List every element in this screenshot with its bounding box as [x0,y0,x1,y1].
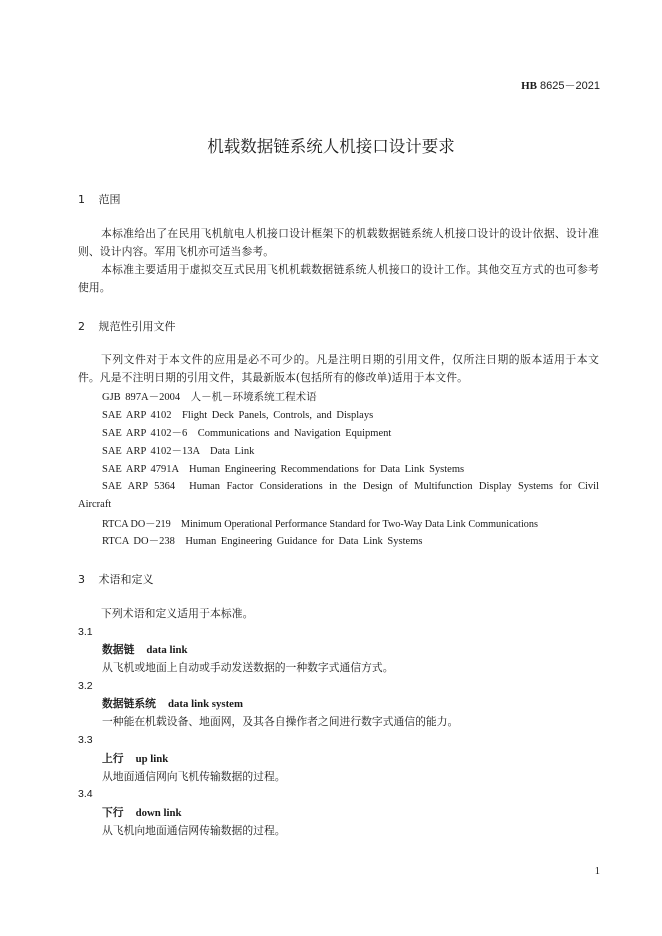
clause-number: 3.4 [78,788,93,800]
reference-item: RTCA DO－238 Human Engineering Guidance for Data Link Systems [102,536,423,547]
term-definition: 从地面通信网向飞机传输数据的过程。 [102,770,286,783]
section-number: 2 [78,320,85,333]
clause-number: 3.2 [78,680,93,692]
section-1-heading [78,191,121,207]
section-title: 规范性引用文件 [98,320,176,333]
term-zh: 下行 [102,806,124,819]
term-en: data link [146,644,188,656]
document-title: 机载数据链系统人机接口设计要求 [207,137,455,156]
reference-item: RTCA DO－219 Minimum Operational Performance Standard for Two-Way Data Link Communications [102,519,538,530]
term-zh: 上行 [102,752,124,765]
term-definition: 从飞机向地面通信网传输数据的过程。 [102,824,286,837]
term-definition: 从飞机或地面上自动或手动发送数据的一种数字式通信方式。 [102,661,394,674]
term-zh: 数据链系统 [102,697,156,710]
references-intro: 下列文件对于本文件的应用是必不可少的。凡是注明日期的引用文件，仅所注日期的版本适用于本文件。凡是不注明日期的引用文件，其最新版本(包括所有的修改单)适用于本文件。 [78,353,599,384]
term-entry [102,805,182,820]
reference-item: SAE ARP 4102 Flight Deck Panels, Controls, and Displays [102,410,374,421]
term-en: up link [135,753,169,765]
clause-number: 3.3 [78,734,93,746]
section-title: 术语和定义 [98,573,154,586]
section-number: 3 [78,573,85,586]
term-definition: 一种能在机载设备、地面网，及其各自操作者之间进行数字式通信的能力。 [102,715,459,728]
term-zh: 数据链 [102,643,135,656]
reference-item: GJB 897A－2004 人－机－环境系统工程术语 [102,392,317,403]
reference-item: SAE ARP 4102－6 Communications and Navigation Equipment [102,428,392,439]
term-en: down link [135,807,182,819]
reference-item: SAE ARP 4791A Human Engineering Recommendations for Data Link Systems [102,464,465,475]
reference-item: SAE ARP 5364 Human Factor Considerations in the Design of Multifunction Display Systems for Civil Aircraft [78,481,599,510]
scope-paragraph-2: 本标准主要适用于虚拟交互式民用飞机机载数据链系统人机接口的设计工作。其他交互方式的也可参考使用。 [78,263,599,294]
clause-number: 3.1 [78,626,93,638]
term-entry [102,751,168,766]
term-entry [102,642,188,657]
term-entry [102,696,243,711]
terms-intro: 下列术语和定义适用于本标准。 [101,607,254,620]
reference-item: SAE ARP 4102－13A Data Link [102,446,255,457]
standard-code [521,77,600,93]
term-en: data link system [167,698,243,710]
section-3-heading [78,571,154,587]
scope-paragraph-1: 本标准给出了在民用飞机航电人机接口设计框架下的机载数据链系统人机接口设计的设计依据、设计准则、设计内容。军用飞机亦可适当参考。 [78,227,599,258]
section-2-heading [78,318,176,334]
standard-code-number: 8625－2021 [540,80,600,92]
section-title: 范围 [98,193,121,206]
section-number: 1 [78,193,85,206]
standard-code-prefix: HB [521,80,537,92]
page-number: 1 [594,866,600,877]
